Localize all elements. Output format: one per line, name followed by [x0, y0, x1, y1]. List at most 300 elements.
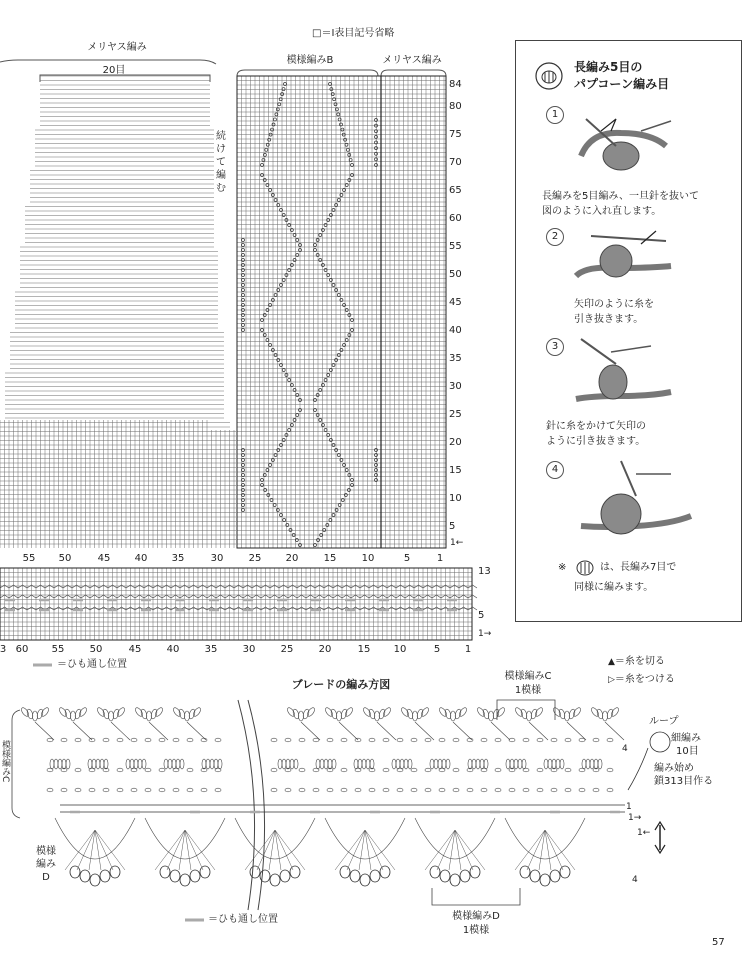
pattern-symbol	[261, 484, 264, 487]
pattern-symbol	[263, 334, 266, 337]
mid-petal	[430, 759, 434, 769]
scallop-stem	[365, 830, 395, 870]
fan-stem	[339, 722, 358, 740]
pattern-symbol	[375, 158, 378, 161]
pattern-symbol	[242, 494, 245, 497]
start-mark-2: 1→	[478, 629, 492, 639]
pattern-symbol	[295, 539, 298, 542]
label-stockinette-left: メリヤス編み	[87, 42, 147, 53]
chain-stitch	[173, 738, 179, 742]
bracket-right	[381, 70, 446, 76]
chain-stitch	[285, 738, 291, 742]
pattern-symbol	[319, 419, 322, 422]
fan-petal	[96, 706, 106, 717]
chain-stitch	[439, 788, 445, 792]
chain-stitch	[397, 738, 403, 742]
column-number-bottom: 30	[242, 644, 256, 655]
mid-petal	[392, 759, 396, 769]
chain-stitch	[509, 788, 515, 792]
chain-stitch	[579, 738, 585, 742]
column-number-bottom: 15	[357, 644, 371, 655]
scallop-stem	[185, 830, 191, 870]
pattern-symbol	[268, 138, 271, 141]
mid-petal	[442, 759, 446, 769]
braid-row-1b: 1→	[628, 813, 642, 823]
pattern-symbol	[269, 304, 272, 307]
chain-stitch	[593, 738, 599, 742]
pattern-symbol	[346, 148, 349, 151]
chain-stitch	[425, 738, 431, 742]
column-number-bottom: 55	[51, 644, 65, 655]
fan-petal	[534, 706, 544, 717]
column-number-bottom: 45	[128, 644, 142, 655]
mid-petal	[594, 759, 598, 769]
pattern-symbol	[277, 449, 280, 452]
scallop-stem	[449, 830, 455, 870]
pattern-symbol	[265, 148, 268, 151]
braid-row-4b: 4	[632, 875, 638, 885]
popcorn-stitch	[190, 870, 200, 882]
fan-stem	[567, 722, 586, 740]
column-number-bottom: 50	[89, 644, 103, 655]
mid-petal	[62, 759, 66, 769]
chain-stitch	[327, 788, 333, 792]
grid-band	[0, 568, 477, 640]
pattern-symbol	[316, 414, 319, 417]
popcorn-stitch	[440, 870, 450, 882]
repeat-bracket-d	[432, 888, 520, 905]
fan-petal	[74, 708, 82, 719]
chain-stitch	[299, 788, 305, 792]
mid-petal	[164, 759, 168, 769]
fan-stem	[301, 722, 320, 740]
row-number: 30	[449, 381, 462, 392]
cord-legend-2: ＝ひも通し位置	[208, 914, 278, 925]
column-number-top: 35	[171, 553, 185, 564]
fan-petal	[344, 706, 354, 717]
chain-stitch	[103, 738, 109, 742]
mid-petal	[138, 759, 142, 769]
pattern-symbol	[351, 484, 354, 487]
pattern-symbol	[262, 158, 265, 161]
chain-stitch	[61, 788, 67, 792]
legend-cut-yarn: ▲＝糸を切る	[608, 656, 665, 667]
chain-stitch	[201, 788, 207, 792]
popcorn-stitch	[160, 866, 170, 878]
scallop-stem	[185, 830, 215, 870]
chain-stitch	[607, 788, 613, 792]
step-2-text: 矢印のように糸を 引き抜きます。	[574, 299, 654, 325]
braid-diagram	[12, 700, 670, 910]
continue-knitting-label: 続 け て 編 む	[216, 131, 226, 194]
mid-petal	[514, 759, 518, 769]
pattern-symbol	[263, 179, 266, 182]
pattern-symbol	[282, 369, 285, 372]
column-number-bottom: 25	[280, 644, 294, 655]
symbol-note: □＝Ⅰ表目記号省略	[312, 28, 395, 39]
pattern-symbol	[273, 504, 276, 507]
pattern-symbol	[261, 329, 264, 332]
fan-petal	[572, 706, 582, 717]
grid-right	[237, 76, 446, 548]
chain-stitch	[117, 788, 123, 792]
popcorn-stitch	[280, 870, 290, 882]
fan-petal	[20, 706, 30, 717]
mid-petal	[66, 759, 70, 769]
mid-petal	[404, 759, 408, 769]
mid-petal	[560, 759, 564, 769]
mid-petal	[518, 759, 522, 769]
row-number: 70	[449, 157, 462, 168]
mid-petal	[206, 759, 210, 769]
fan-petal	[552, 706, 562, 717]
mid-petal	[104, 759, 108, 769]
label-pattern-b: 模様編みB	[286, 55, 334, 66]
mid-petal	[472, 759, 476, 769]
popcorn-stitch	[250, 866, 260, 878]
chain-stitch	[565, 788, 571, 792]
chain-stitch	[607, 768, 613, 772]
chain-stitch	[131, 738, 137, 742]
pattern-symbol	[279, 98, 282, 101]
step-1-illustration	[571, 111, 681, 181]
pattern-symbol	[375, 135, 378, 138]
chain-stitch	[453, 788, 459, 792]
chain-stitch	[327, 738, 333, 742]
mid-petal	[324, 759, 328, 769]
mid-petal	[506, 759, 510, 769]
scallop-stem	[275, 830, 305, 870]
pattern-symbol	[288, 269, 291, 272]
mid-petal	[282, 759, 286, 769]
pattern-symbol	[276, 509, 279, 512]
chain-stitch	[495, 788, 501, 792]
popcorn-stitch	[530, 870, 540, 882]
pattern-symbol	[345, 469, 348, 472]
pattern-symbol	[314, 249, 317, 252]
popcorn-stitch	[540, 874, 550, 886]
scallop-stem	[65, 830, 95, 870]
column-number-bottom: 60	[15, 644, 29, 655]
pattern-symbol	[337, 199, 340, 202]
fan-petal	[362, 706, 372, 717]
instruction-panel	[515, 40, 742, 622]
fan-petal	[530, 708, 538, 719]
fan-petal	[154, 706, 164, 717]
mid-petal	[54, 759, 58, 769]
pattern-symbol	[263, 474, 266, 477]
chain-stitch	[411, 768, 417, 772]
pattern-symbol	[333, 98, 336, 101]
fan-stem	[35, 722, 54, 740]
loop-stem	[628, 748, 648, 790]
chain-stitch	[145, 788, 151, 792]
chain-stitch	[411, 788, 417, 792]
mid-petal	[354, 759, 358, 769]
scallop-stem	[269, 830, 275, 870]
step-1-text: 長編みを5目編み、一旦針を抜いて 図のように入れ直します。	[542, 191, 699, 217]
column-number-bottom: 20	[318, 644, 332, 655]
mid-petal	[88, 759, 92, 769]
pattern-symbol	[242, 304, 245, 307]
row-number: 20	[449, 437, 462, 448]
chain-stitch	[579, 788, 585, 792]
pattern-symbol	[351, 329, 354, 332]
column-number-top: 30	[210, 553, 224, 564]
label-pattern-d-side: 模様 編み D	[36, 846, 56, 883]
scallop-stem	[455, 830, 461, 870]
column-number-top: 10	[361, 553, 375, 564]
column-number-top: 40	[134, 553, 148, 564]
pattern-symbol	[375, 474, 378, 477]
pattern-symbol	[288, 224, 291, 227]
pattern-symbol	[242, 289, 245, 292]
fan-petal	[458, 706, 468, 717]
mid-petal	[58, 759, 62, 769]
label-stockinette-right: メリヤス編み	[382, 55, 442, 66]
bracket-pattern-b	[237, 70, 378, 76]
chain-stitch	[341, 738, 347, 742]
pattern-symbol	[324, 379, 327, 382]
fan-petal	[454, 708, 462, 719]
fan-petal	[514, 706, 524, 717]
fan-petal	[324, 706, 334, 717]
mid-petal	[290, 759, 294, 769]
bracket-left	[0, 60, 216, 64]
pattern-symbol	[289, 529, 292, 532]
chain-stitch	[47, 738, 53, 742]
mid-petal	[582, 759, 586, 769]
mid-petal	[286, 759, 290, 769]
chain-stitch	[75, 788, 81, 792]
pattern-symbol	[274, 199, 277, 202]
braid-row-4: 4	[622, 744, 628, 754]
scallop-stem	[455, 830, 485, 870]
label-start: 編み始め	[654, 763, 694, 774]
pattern-symbol	[242, 279, 245, 282]
label-single-crochet: 細編み	[671, 733, 701, 744]
mid-petal	[180, 759, 184, 769]
scallop-stem	[95, 830, 101, 870]
mid-petal	[278, 759, 282, 769]
pattern-symbol	[282, 214, 285, 217]
popcorn-stitch	[340, 866, 350, 878]
mid-petal	[446, 759, 450, 769]
cord-legend: ＝ひも通し位置	[57, 659, 127, 670]
mid-petal	[590, 759, 594, 769]
pattern-symbol	[319, 259, 322, 262]
pattern-symbol	[296, 414, 299, 417]
fan-petal	[420, 706, 430, 717]
pattern-symbol	[263, 314, 266, 317]
instructions-title-1: 長編み5目の	[574, 60, 643, 74]
mid-petal	[598, 759, 602, 769]
chain-stitch	[75, 738, 81, 742]
scallop	[55, 818, 135, 859]
pattern-symbol	[269, 189, 272, 192]
label-loop: ループ	[649, 716, 679, 727]
mid-petal	[316, 759, 320, 769]
popcorn-stitch	[560, 866, 570, 878]
chain-stitch	[215, 738, 221, 742]
chain-stitch	[159, 788, 165, 792]
scallop-stem	[425, 830, 455, 870]
row-number: 10	[449, 493, 462, 504]
chain-stitch	[271, 738, 277, 742]
fan-petal	[36, 708, 44, 719]
popcorn-symbol-icon	[534, 61, 564, 91]
fan-petal	[382, 706, 392, 717]
chain-stitch	[411, 738, 417, 742]
pattern-symbol	[276, 108, 279, 111]
fan-petal	[340, 708, 348, 719]
chain-stitch	[61, 738, 67, 742]
chain-stitch	[467, 788, 473, 792]
fan-petal	[78, 706, 88, 717]
pattern-symbol	[296, 239, 299, 242]
mid-petal	[468, 759, 472, 769]
chain-stitch	[313, 738, 319, 742]
chain-stitch	[495, 768, 501, 772]
repeat-bracket-c	[497, 700, 555, 720]
pattern-symbol	[341, 128, 344, 131]
fan-stem	[187, 722, 206, 740]
row-number: 50	[449, 269, 462, 280]
pattern-symbol	[282, 279, 285, 282]
chain-stitch	[537, 768, 543, 772]
chain-stitch	[131, 788, 137, 792]
chain-stitch	[565, 738, 571, 742]
fan-petal	[438, 706, 448, 717]
chain-stitch	[565, 768, 571, 772]
braid-row-1a: 1	[626, 802, 632, 812]
pattern-symbol	[324, 429, 327, 432]
mid-petal	[366, 759, 370, 769]
mid-petal	[552, 759, 556, 769]
step-3-number: 3	[546, 338, 564, 356]
chain-stitch	[481, 788, 487, 792]
pattern-symbol	[314, 244, 317, 247]
chain-stitch	[425, 768, 431, 772]
popcorn-stitch	[470, 866, 480, 878]
pattern-symbol	[242, 449, 245, 452]
mid-petal	[434, 759, 438, 769]
scallop-stem	[365, 830, 371, 870]
fan-petal	[568, 708, 576, 719]
fan-petal	[610, 706, 620, 717]
row-number: 40	[449, 325, 462, 336]
fan-petal	[286, 706, 296, 717]
chain-stitch	[75, 768, 81, 772]
grid-left	[0, 76, 236, 548]
chain-stitch	[593, 788, 599, 792]
step-3-text: 針に糸をかけて矢印の ように引き抜きます。	[546, 421, 646, 447]
row-number: 25	[449, 409, 462, 420]
pattern-symbol	[375, 459, 378, 462]
fan-petal	[40, 706, 50, 717]
pattern-symbol	[375, 464, 378, 467]
start-mark-1: 1←	[450, 538, 464, 548]
popcorn-stitch	[260, 870, 270, 882]
chain-stitch	[495, 738, 501, 742]
column-number-top: 20	[285, 553, 299, 564]
popcorn-stitch	[450, 874, 460, 886]
band-row-13: 13	[478, 566, 491, 577]
pattern-symbol	[316, 239, 319, 242]
pattern-symbol	[242, 464, 245, 467]
mid-petal	[214, 759, 218, 769]
row-number: 75	[449, 129, 462, 140]
mid-petal	[100, 759, 104, 769]
pattern-symbol	[332, 514, 335, 517]
pattern-symbol	[321, 424, 324, 427]
row-number: 65	[449, 185, 462, 196]
pattern-symbol	[269, 464, 272, 467]
popcorn-stitch	[380, 866, 390, 878]
mid-petal	[134, 759, 138, 769]
pattern-symbol	[288, 379, 291, 382]
pattern-symbol	[242, 509, 245, 512]
chain-stitch	[523, 788, 529, 792]
popcorn-stitch	[110, 866, 120, 878]
pattern-symbol	[335, 509, 338, 512]
mid-petal	[480, 759, 484, 769]
pattern-symbol	[242, 474, 245, 477]
fan-stem	[73, 722, 92, 740]
mid-petal	[476, 759, 480, 769]
pattern-symbol	[329, 214, 332, 217]
braid-outline	[12, 710, 20, 818]
fan-petal	[112, 708, 120, 719]
chain-stitch	[369, 788, 375, 792]
chain-stitch	[369, 738, 375, 742]
popcorn-stitch	[350, 870, 360, 882]
chain-stitch	[173, 788, 179, 792]
mid-petal	[50, 759, 54, 769]
scallop-stem	[539, 830, 545, 870]
scallop-stem	[359, 830, 365, 870]
fan-petal	[150, 708, 158, 719]
popcorn-stitch	[430, 866, 440, 878]
pattern-symbol	[242, 314, 245, 317]
chain-stitch	[467, 738, 473, 742]
fan-stem	[377, 722, 396, 740]
pattern-symbol	[242, 459, 245, 462]
step-4-illustration	[576, 456, 696, 541]
chain-stitch	[453, 738, 459, 742]
chain-stitch	[187, 788, 193, 792]
chain-stitch	[201, 738, 207, 742]
mid-petal	[176, 759, 180, 769]
popcorn-stitch	[460, 870, 470, 882]
pattern-symbol	[242, 259, 245, 262]
fan-petal	[416, 708, 424, 719]
mid-petal	[586, 759, 590, 769]
popcorn-stitch	[360, 874, 370, 886]
note-line-1: は、長編み7目で	[600, 562, 677, 573]
scallop-stem	[179, 830, 185, 870]
chain-stitch	[47, 788, 53, 792]
fan-petal	[116, 706, 126, 717]
chain-stitch	[117, 738, 123, 742]
pattern-symbol	[277, 204, 280, 207]
chain-stitch	[285, 788, 291, 792]
scallop	[505, 818, 585, 859]
fan-stem	[529, 722, 548, 740]
scallop-stem	[245, 830, 275, 870]
pattern-symbol	[332, 284, 335, 287]
pattern-symbol	[321, 384, 324, 387]
